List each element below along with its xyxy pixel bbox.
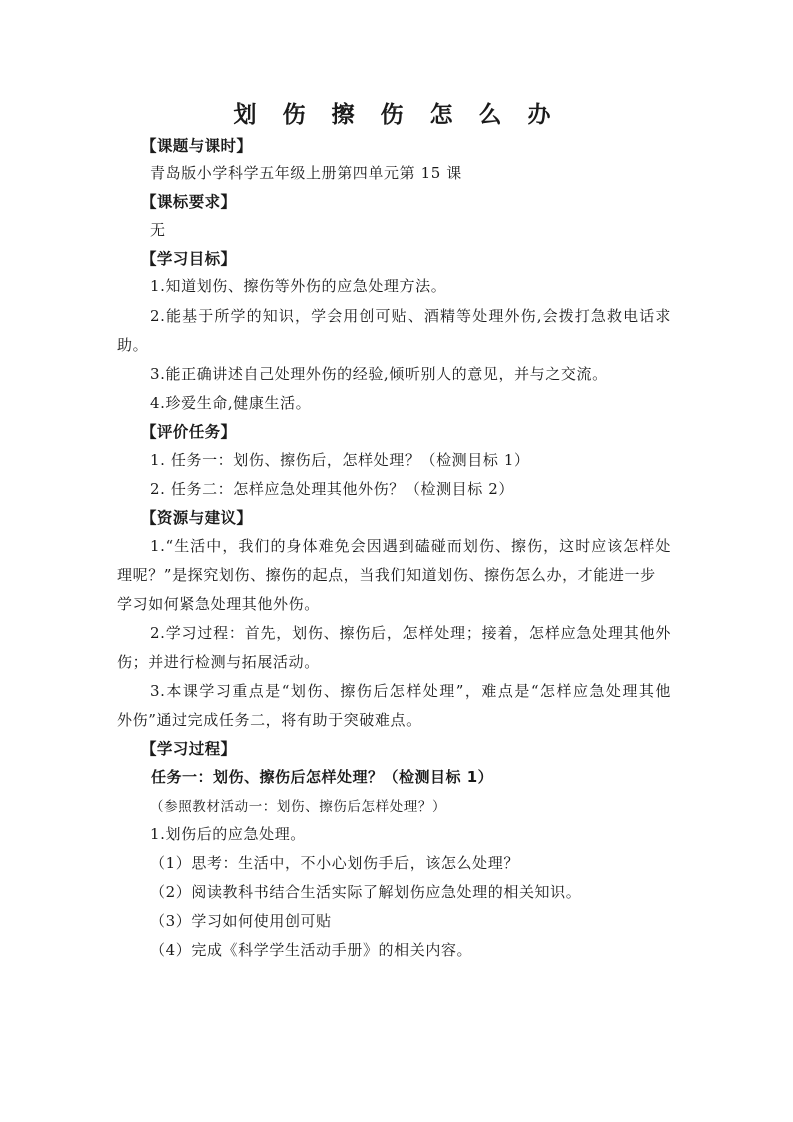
process-line-1: 1.划伤后的应急处理。 <box>150 825 306 843</box>
section-heading-resources: 【资源与建议】 <box>141 509 253 527</box>
process-line-4: （3）学习如何使用创可贴 <box>150 912 332 930</box>
goal-item-2: 2.能基于所学的知识，学会用创可贴、酒精等处理外伤,会拨打急救电话求 <box>150 307 671 325</box>
process-line-5: （4）完成《科学学生活动手册》的相关内容。 <box>150 941 473 959</box>
goal-item-4: 4.珍爱生命,健康生活。 <box>150 394 312 412</box>
section-heading-process: 【学习过程】 <box>141 740 237 758</box>
task-item-2: 2. 任务二：怎样应急处理其他外伤？（检测目标 2） <box>150 480 514 498</box>
resource-line-7: 外伤”通过完成任务二，将有助于突破难点。 <box>117 711 422 729</box>
resource-line-1: 1.“生活中，我们的身体难免会因遇到磕碰而划伤、擦伤，这时应该怎样处 <box>150 537 671 555</box>
resource-line-4: 2.学习过程：首先，划伤、擦伤后，怎样处理；接着，怎样应急处理其他外 <box>150 624 671 642</box>
section-heading-standard: 【课标要求】 <box>141 193 237 211</box>
resource-line-3: 学习如何紧急处理其他外伤。 <box>117 595 320 613</box>
section-heading-course: 【课题与课时】 <box>141 137 253 155</box>
process-note: （参照教材活动一：划伤、擦伤后怎样处理？） <box>150 799 447 815</box>
resource-line-5: 伤；并进行检测与拓展活动。 <box>117 653 320 671</box>
goal-item-3: 3.能正确讲述自己处理外伤的经验,倾听别人的意见，并与之交流。 <box>150 365 608 383</box>
process-task-1: 任务一：划伤、擦伤后怎样处理？（检测目标 1） <box>151 768 494 786</box>
goal-item-1: 1.知道划伤、擦伤等外伤的应急处理方法。 <box>150 277 447 295</box>
course-text: 青岛版小学科学五年级上册第四单元第 15 课 <box>150 164 462 182</box>
section-heading-goals: 【学习目标】 <box>141 250 237 268</box>
process-line-2: （1）思考：生活中，不小心划伤手后，该怎么处理？ <box>150 854 519 872</box>
resource-line-2: 理呢？”是探究划伤、擦伤的起点，当我们知道划伤、擦伤怎么办，才能进一步 <box>117 566 656 584</box>
resource-line-6: 3.本课学习重点是“划伤、擦伤后怎样处理”，难点是“怎样应急处理其他 <box>150 682 671 700</box>
process-line-3: （2）阅读教科书结合生活实际了解划伤应急处理的相关知识。 <box>150 883 582 901</box>
task-item-1: 1. 任务一：划伤、擦伤后，怎样处理？（检测目标 1） <box>150 451 530 469</box>
section-heading-tasks: 【评价任务】 <box>141 423 237 441</box>
standard-text: 无 <box>150 221 166 239</box>
goal-item-2-cont: 助。 <box>117 336 149 354</box>
page-title: 划 伤 擦 伤 怎 么 办 <box>233 102 560 128</box>
